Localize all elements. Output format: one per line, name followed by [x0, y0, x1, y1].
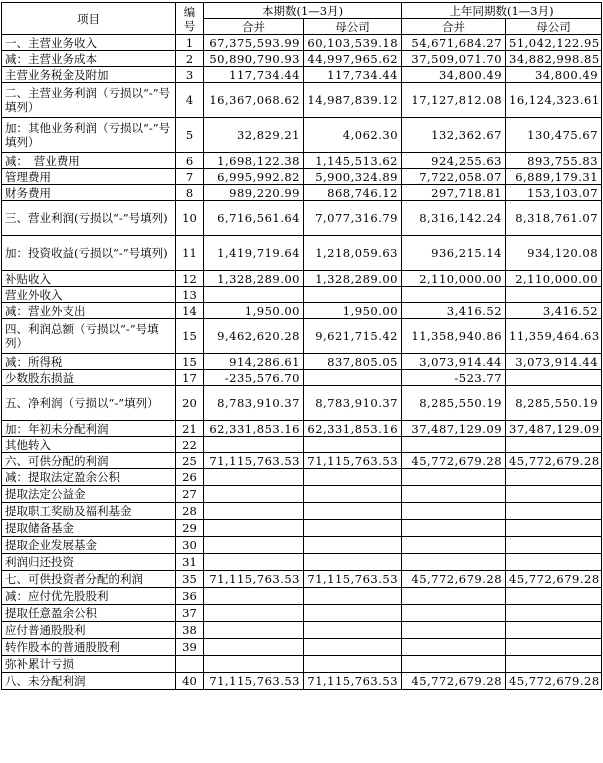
- current-parent-value: 1,218,059.63: [304, 236, 402, 271]
- prior-parent-value: [506, 469, 602, 486]
- table-row: [2, 236, 602, 271]
- table-row: [2, 520, 602, 537]
- prior-consolidated-value: 3,416.52: [402, 303, 506, 319]
- table-row: [2, 201, 602, 236]
- prior-consolidated-value: 11,358,940.86: [402, 319, 506, 354]
- current-consolidated-value: 1,328,289.00: [204, 271, 304, 287]
- current-parent-value: [304, 437, 402, 453]
- table-row: [2, 469, 602, 486]
- current-consolidated-value: 71,115,763.53: [204, 571, 304, 588]
- prior-consolidated-value: [402, 622, 506, 639]
- row-label: 提取职工奖励及福利基金: [2, 503, 176, 520]
- prior-consolidated-value: [402, 503, 506, 520]
- current-consolidated-value: [204, 622, 304, 639]
- row-code: 17: [176, 370, 204, 386]
- row-label: 减： 营业费用: [2, 153, 176, 169]
- row-code: 15: [176, 354, 204, 370]
- row-label: 少数股东损益: [2, 370, 176, 386]
- current-parent-value: [304, 520, 402, 537]
- current-parent-value: [304, 287, 402, 303]
- prior-period-header: 上年同期数(1—3月): [402, 3, 602, 19]
- prior-consolidated-value: 132,362.67: [402, 118, 506, 153]
- row-code: 38: [176, 622, 204, 639]
- prior-parent-value: 11,359,464.63: [506, 319, 602, 354]
- table-row: [2, 503, 602, 520]
- table-row: [2, 370, 602, 386]
- row-code: 20: [176, 386, 204, 421]
- table-row: [2, 673, 602, 690]
- row-label: 应付普通股股利: [2, 622, 176, 639]
- table-row: [2, 153, 602, 169]
- row-code: 25: [176, 453, 204, 469]
- table-row: [2, 271, 602, 287]
- prior-consolidated-value: 54,671,684.27: [402, 35, 506, 51]
- current-parent-value: 71,115,763.53: [304, 673, 402, 690]
- prior-parent-value: 3,416.52: [506, 303, 602, 319]
- table-row: [2, 319, 602, 354]
- current-consolidated-header: 合并: [204, 19, 304, 35]
- prior-parent-header: 母公司: [506, 19, 602, 35]
- table-row: [2, 35, 602, 51]
- row-label: 转作股本的普通股股利: [2, 639, 176, 656]
- prior-consolidated-value: [402, 486, 506, 503]
- current-consolidated-value: 914,286.61: [204, 354, 304, 370]
- row-code: 30: [176, 537, 204, 554]
- prior-consolidated-value: 3,073,914.44: [402, 354, 506, 370]
- current-consolidated-value: [204, 287, 304, 303]
- current-consolidated-value: 67,375,593.99: [204, 35, 304, 51]
- row-code: 28: [176, 503, 204, 520]
- current-parent-value: 71,115,763.53: [304, 571, 402, 588]
- prior-consolidated-value: [402, 469, 506, 486]
- current-consolidated-value: 9,462,620.28: [204, 319, 304, 354]
- prior-consolidated-value: [402, 287, 506, 303]
- prior-parent-value: 16,124,323.61: [506, 83, 602, 118]
- row-code: 29: [176, 520, 204, 537]
- prior-consolidated-value: 37,509,071.70: [402, 51, 506, 67]
- row-label: 减：应付优先股股利: [2, 588, 176, 605]
- prior-consolidated-value: [402, 656, 506, 673]
- current-consolidated-value: [204, 656, 304, 673]
- table-row: [2, 185, 602, 201]
- table-row: [2, 656, 602, 673]
- prior-parent-value: 934,120.08: [506, 236, 602, 271]
- prior-parent-value: [506, 605, 602, 622]
- prior-consolidated-value: [402, 639, 506, 656]
- row-code: 7: [176, 169, 204, 185]
- current-consolidated-value: [204, 605, 304, 622]
- prior-consolidated-value: 8,285,550.19: [402, 386, 506, 421]
- table-row: [2, 622, 602, 639]
- table-row: [2, 67, 602, 83]
- row-label: 提取企业发展基金: [2, 537, 176, 554]
- prior-consolidated-value: 2,110,000.00: [402, 271, 506, 287]
- current-parent-value: 60,103,539.18: [304, 35, 402, 51]
- prior-parent-value: 893,755.83: [506, 153, 602, 169]
- row-label: 六、可供分配的利润: [2, 453, 176, 469]
- prior-consolidated-value: [402, 437, 506, 453]
- row-label: 加：其他业务利润（亏损以“-”号填列）: [2, 118, 176, 153]
- row-code: 35: [176, 571, 204, 588]
- row-label: 提取法定公益金: [2, 486, 176, 503]
- row-code: [176, 656, 204, 673]
- prior-parent-value: 37,487,129.09: [506, 421, 602, 437]
- row-label: 五、净利润（亏损以“-”填列）: [2, 386, 176, 421]
- table-row: [2, 169, 602, 185]
- row-code: 39: [176, 639, 204, 656]
- row-code: 14: [176, 303, 204, 319]
- prior-parent-value: [506, 520, 602, 537]
- prior-consolidated-value: [402, 554, 506, 571]
- prior-parent-value: [506, 656, 602, 673]
- current-consolidated-value: 1,950.00: [204, 303, 304, 319]
- table-row: [2, 437, 602, 453]
- table-row: [2, 453, 602, 469]
- current-parent-value: 4,062.30: [304, 118, 402, 153]
- prior-parent-value: 8,318,761.07: [506, 201, 602, 236]
- current-parent-value: [304, 639, 402, 656]
- table-row: [2, 354, 602, 370]
- current-consolidated-value: 71,115,763.53: [204, 453, 304, 469]
- current-parent-value: [304, 503, 402, 520]
- row-label: 财务费用: [2, 185, 176, 201]
- row-code: 2: [176, 51, 204, 67]
- item-header: 项目: [2, 3, 176, 35]
- current-consolidated-value: 1,698,122.38: [204, 153, 304, 169]
- prior-parent-value: 45,772,679.28: [506, 453, 602, 469]
- current-consolidated-value: [204, 486, 304, 503]
- prior-parent-value: [506, 486, 602, 503]
- current-consolidated-value: 989,220.99: [204, 185, 304, 201]
- row-code: 36: [176, 588, 204, 605]
- prior-consolidated-value: -523.77: [402, 370, 506, 386]
- row-code: 5: [176, 118, 204, 153]
- income-statement-table: [1, 2, 602, 690]
- row-label: 减：所得税: [2, 354, 176, 370]
- row-code: 1: [176, 35, 204, 51]
- current-parent-value: 44,997,965.62: [304, 51, 402, 67]
- current-parent-header: 母公司: [304, 19, 402, 35]
- row-label: 减：主营业务成本: [2, 51, 176, 67]
- current-consolidated-value: [204, 537, 304, 554]
- row-code: 8: [176, 185, 204, 201]
- row-label: 减：营业外支出: [2, 303, 176, 319]
- current-parent-value: [304, 486, 402, 503]
- table-row: [2, 51, 602, 67]
- prior-consolidated-value: 8,316,142.24: [402, 201, 506, 236]
- table-row: [2, 571, 602, 588]
- current-parent-value: [304, 554, 402, 571]
- row-label: 提取储备基金: [2, 520, 176, 537]
- table-row: [2, 303, 602, 319]
- row-code: 12: [176, 271, 204, 287]
- prior-consolidated-value: 45,772,679.28: [402, 453, 506, 469]
- current-parent-value: [304, 469, 402, 486]
- current-parent-value: 62,331,853.16: [304, 421, 402, 437]
- row-code: 40: [176, 673, 204, 690]
- row-label: 利润归还投资: [2, 554, 176, 571]
- current-consolidated-value: [204, 554, 304, 571]
- current-parent-value: [304, 537, 402, 554]
- prior-parent-value: [506, 554, 602, 571]
- prior-consolidated-value: 34,800.49: [402, 67, 506, 83]
- row-code: 31: [176, 554, 204, 571]
- prior-parent-value: 153,103.07: [506, 185, 602, 201]
- current-consolidated-value: 62,331,853.16: [204, 421, 304, 437]
- current-parent-value: 9,621,715.42: [304, 319, 402, 354]
- table-row: [2, 486, 602, 503]
- row-code: 22: [176, 437, 204, 453]
- current-parent-value: [304, 656, 402, 673]
- current-parent-value: [304, 588, 402, 605]
- row-label: 补贴收入: [2, 271, 176, 287]
- row-code: 4: [176, 83, 204, 118]
- row-label: 营业外收入: [2, 287, 176, 303]
- row-label: 三、营业利润(亏损以“-”号填列): [2, 201, 176, 236]
- row-code: 13: [176, 287, 204, 303]
- prior-parent-value: [506, 287, 602, 303]
- prior-parent-value: 45,772,679.28: [506, 673, 602, 690]
- current-consolidated-value: 1,419,719.64: [204, 236, 304, 271]
- current-period-header: 本期数(1—3月): [204, 3, 402, 19]
- table-row: [2, 554, 602, 571]
- current-consolidated-value: 16,367,068.62: [204, 83, 304, 118]
- current-parent-value: 1,328,289.00: [304, 271, 402, 287]
- prior-consolidated-value: 45,772,679.28: [402, 571, 506, 588]
- current-parent-value: [304, 605, 402, 622]
- prior-consolidated-value: 936,215.14: [402, 236, 506, 271]
- prior-consolidated-value: 45,772,679.28: [402, 673, 506, 690]
- prior-consolidated-value: [402, 605, 506, 622]
- current-consolidated-value: -235,576.70: [204, 370, 304, 386]
- row-label: 加：年初未分配利润: [2, 421, 176, 437]
- prior-parent-value: [506, 588, 602, 605]
- row-code: 3: [176, 67, 204, 83]
- prior-consolidated-value: [402, 520, 506, 537]
- current-consolidated-value: 8,783,910.37: [204, 386, 304, 421]
- prior-parent-value: 45,772,679.28: [506, 571, 602, 588]
- current-parent-value: 5,900,324.89: [304, 169, 402, 185]
- current-parent-value: 868,746.12: [304, 185, 402, 201]
- prior-parent-value: 34,800.49: [506, 67, 602, 83]
- current-consolidated-value: 50,890,790.93: [204, 51, 304, 67]
- header-row-1: [2, 3, 602, 19]
- row-code: 10: [176, 201, 204, 236]
- prior-parent-value: 2,110,000.00: [506, 271, 602, 287]
- current-consolidated-value: [204, 437, 304, 453]
- prior-parent-value: 6,889,179.31: [506, 169, 602, 185]
- row-label: 二、主营业务利润（亏损以“-”号填列）: [2, 83, 176, 118]
- current-parent-value: 8,783,910.37: [304, 386, 402, 421]
- current-parent-value: 1,145,513.62: [304, 153, 402, 169]
- current-consolidated-value: [204, 469, 304, 486]
- prior-parent-value: [506, 537, 602, 554]
- table-row: [2, 386, 602, 421]
- prior-parent-value: 3,073,914.44: [506, 354, 602, 370]
- prior-parent-value: 8,285,550.19: [506, 386, 602, 421]
- current-parent-value: 7,077,316.79: [304, 201, 402, 236]
- table-row: [2, 421, 602, 437]
- prior-parent-value: 51,042,122.95: [506, 35, 602, 51]
- row-label: 八、未分配利润: [2, 673, 176, 690]
- current-consolidated-value: 32,829.21: [204, 118, 304, 153]
- prior-consolidated-value: [402, 588, 506, 605]
- table-row: [2, 639, 602, 656]
- current-parent-value: [304, 370, 402, 386]
- table-row: [2, 588, 602, 605]
- current-consolidated-value: 117,734.44: [204, 67, 304, 83]
- current-parent-value: [304, 622, 402, 639]
- current-parent-value: 117,734.44: [304, 67, 402, 83]
- prior-parent-value: 130,475.67: [506, 118, 602, 153]
- prior-consolidated-value: [402, 537, 506, 554]
- prior-consolidated-header: 合并: [402, 19, 506, 35]
- row-label: 一、主营业务收入: [2, 35, 176, 51]
- table-body: [2, 35, 602, 690]
- prior-parent-value: [506, 639, 602, 656]
- prior-consolidated-value: 297,718.81: [402, 185, 506, 201]
- table-row: [2, 605, 602, 622]
- prior-consolidated-value: 924,255.63: [402, 153, 506, 169]
- row-label: 加：投资收益(亏损以“-”号填列): [2, 236, 176, 271]
- current-parent-value: 837,805.05: [304, 354, 402, 370]
- row-label: 管理费用: [2, 169, 176, 185]
- row-code: 26: [176, 469, 204, 486]
- prior-parent-value: [506, 370, 602, 386]
- row-label: 弥补累计亏损: [2, 656, 176, 673]
- table-row: [2, 537, 602, 554]
- row-code: 11: [176, 236, 204, 271]
- prior-parent-value: [506, 437, 602, 453]
- current-consolidated-value: 6,716,561.64: [204, 201, 304, 236]
- current-consolidated-value: 71,115,763.53: [204, 673, 304, 690]
- current-consolidated-value: 6,995,992.82: [204, 169, 304, 185]
- current-parent-value: 71,115,763.53: [304, 453, 402, 469]
- row-label: 减：提取法定盈余公积: [2, 469, 176, 486]
- current-parent-value: 1,950.00: [304, 303, 402, 319]
- table-row: [2, 287, 602, 303]
- prior-consolidated-value: 37,487,129.09: [402, 421, 506, 437]
- row-code: 27: [176, 486, 204, 503]
- current-parent-value: 14,987,839.12: [304, 83, 402, 118]
- prior-consolidated-value: 17,127,812.08: [402, 83, 506, 118]
- prior-parent-value: [506, 622, 602, 639]
- row-label: 四、利润总额（亏损以“-”号填列）: [2, 319, 176, 354]
- prior-parent-value: [506, 503, 602, 520]
- table-row: [2, 83, 602, 118]
- current-consolidated-value: [204, 503, 304, 520]
- row-code: 37: [176, 605, 204, 622]
- table-row: [2, 118, 602, 153]
- current-consolidated-value: [204, 588, 304, 605]
- current-consolidated-value: [204, 520, 304, 537]
- row-label: 七、可供投资者分配的利润: [2, 571, 176, 588]
- row-label: 其他转入: [2, 437, 176, 453]
- row-label: 提取任意盈余公积: [2, 605, 176, 622]
- code-header: 编号: [176, 3, 204, 35]
- row-label: 主营业务税金及附加: [2, 67, 176, 83]
- prior-consolidated-value: 7,722,058.07: [402, 169, 506, 185]
- row-code: 15: [176, 319, 204, 354]
- prior-parent-value: 34,882,998.85: [506, 51, 602, 67]
- row-code: 21: [176, 421, 204, 437]
- row-code: 6: [176, 153, 204, 169]
- current-consolidated-value: [204, 639, 304, 656]
